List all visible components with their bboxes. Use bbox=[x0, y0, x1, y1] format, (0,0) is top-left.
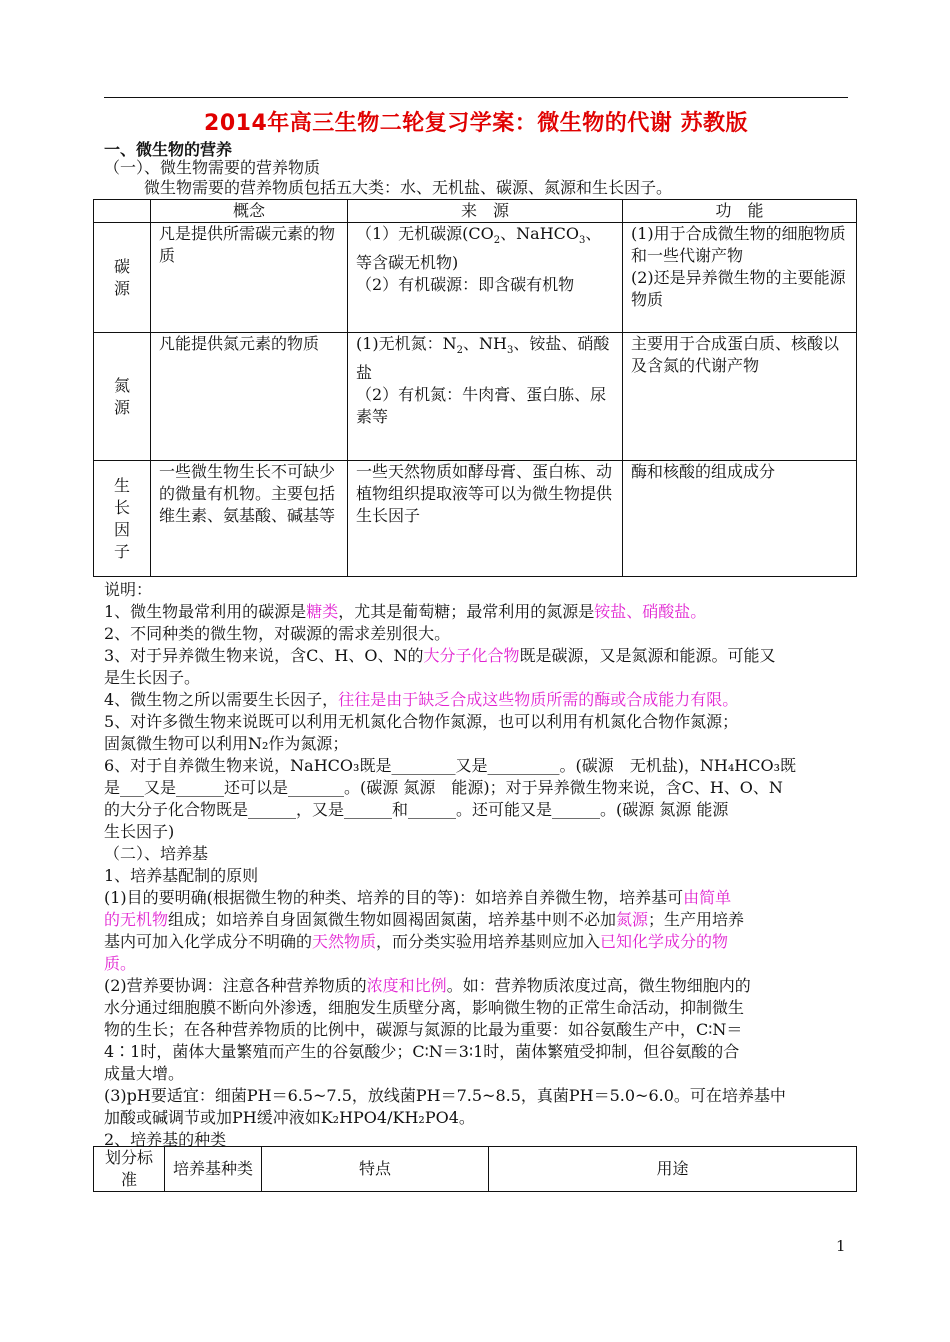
concept-cell: 凡能提供氮元素的物质 bbox=[151, 333, 348, 461]
table-header-function: 功 能 bbox=[623, 200, 857, 223]
table-row-carbon bbox=[94, 223, 857, 333]
source-cell: (1)无机氮：$N_2$、$NH_3$、铵盐、硝酸盐 （2）有机氮：牛肉膏、蛋白胨、尿素等 bbox=[348, 333, 623, 461]
nutrients-table bbox=[93, 199, 857, 577]
function-cell: 主要用于合成蛋白质、核酸以及含氮的代谢产物 bbox=[623, 333, 857, 461]
principle-2-line-1: (2)营养要协调：注意各种营养物质的浓度和比例。如：营养物质浓度过高，微生物细胞内的 bbox=[104, 976, 751, 995]
principle-2-line-2: 水分通过细胞膜不断向外渗透，细胞发生质壁分离，影响微生物的正常生命活动，抑制微生 bbox=[104, 998, 745, 1017]
table-header-criterion: 划分标准 bbox=[94, 1147, 165, 1192]
function-cell: 酶和核酸的组成成分 bbox=[623, 461, 857, 577]
table-header-uses: 用途 bbox=[489, 1147, 857, 1192]
principle-1-line-3: 基内可加入化学成分不明确的天然物质，而分类实验用培养基则应加入已知化学成分的物 bbox=[104, 932, 729, 951]
table-header-features: 特点 bbox=[262, 1147, 489, 1192]
subheading-2: （二）、培养基 bbox=[104, 844, 209, 863]
note-4: 4、微生物之所以需要生长因子，往往是由于缺乏合成这些物质所需的酶或合成能力有限。 bbox=[104, 690, 739, 709]
section-heading: 一、微生物的营养 bbox=[104, 140, 233, 159]
page-number: 1 bbox=[836, 1237, 846, 1255]
principle-2-line-4: 4∶1时，菌体大量繁殖而产生的谷氨酸少；C∶N＝3∶1时，菌体繁殖受抑制，但谷氨酸的合 bbox=[104, 1042, 740, 1061]
principle-2-line-3: 物的生长；在各种营养物质的比例中，碳源与氮源的比最为重要：如谷氨酸生产中，C∶N＝ bbox=[104, 1020, 743, 1039]
subheading-1: （一）、微生物需要的营养物质 bbox=[104, 158, 321, 177]
row-label: 碳 源 bbox=[94, 223, 151, 333]
media-types-table bbox=[93, 1146, 857, 1192]
note-6-line-2: 是___又是______还可以是_______。(碳源 氮源 能源)；对于异养微生物来说，含C、H、O、N bbox=[104, 778, 783, 797]
table-header-blank bbox=[94, 200, 151, 223]
note-5-cont: 固氮微生物可以利用N₂作为氮源； bbox=[104, 734, 349, 753]
row-label: 氮 源 bbox=[94, 333, 151, 461]
note-2: 2、不同种类的微生物，对碳源的需求差别很大。 bbox=[104, 624, 451, 643]
table-row-nitrogen bbox=[94, 333, 857, 461]
table-header-concept: 概念 bbox=[151, 200, 348, 223]
note-6-line-3: 的大分子化合物既是______，又是______和______。还可能又是______。(碳源 氮源 能源 bbox=[104, 800, 729, 819]
row-label: 生 长 因 子 bbox=[94, 461, 151, 577]
table-header-medium-type: 培养基种类 bbox=[165, 1147, 262, 1192]
principle-3-line-2: 加酸或碱调节或加PH缓冲液如K₂HPO4/KH₂PO4。 bbox=[104, 1108, 475, 1127]
source-cell: 一些天然物质如酵母膏、蛋白栋、动植物组织提取液等可以为微生物提供生长因子 bbox=[348, 461, 623, 577]
note-3: 3、对于异养微生物来说，含C、H、O、N的大分子化合物既是碳源，又是氮源和能源。可能又 bbox=[104, 646, 776, 665]
principle-1-line-1: (1)目的要明确(根据微生物的种类、培养的目的等)：如培养自养微生物，培养基可由简单 bbox=[104, 888, 732, 907]
note-5: 5、对许多微生物来说既可以利用无机氮化合物作氮源，也可以利用有机氮化合物作氮源； bbox=[104, 712, 739, 731]
header-rule bbox=[104, 97, 848, 98]
note-6-line-1: 6、对于自养微生物来说，NaHCO₃既是________又是_________。(碳源 无机盐)，NH₄HCO₃既 bbox=[104, 756, 797, 775]
function-cell: (1)用于合成微生物的细胞物质和一些代谢产物 (2)还是异养微生物的主要能源物质 bbox=[623, 223, 857, 333]
media-types-heading: 2、培养基的种类 bbox=[104, 1130, 227, 1149]
notes-label: 说明： bbox=[104, 580, 153, 599]
intro-text: 微生物需要的营养物质包括五大类：水、无机盐、碳源、氮源和生长因子。 bbox=[144, 178, 673, 197]
principle-1-line-4: 质。 bbox=[104, 954, 137, 973]
principles-heading: 1、培养基配制的原则 bbox=[104, 866, 259, 885]
note-6-line-4: 生长因子) bbox=[104, 822, 175, 841]
table-row-growth-factor bbox=[94, 461, 857, 577]
principle-2-line-5: 成量大增。 bbox=[104, 1064, 185, 1083]
principle-3-line-1: (3)pH要适宜：细菌PH＝6.5~7.5，放线菌PH＝7.5~8.5，真菌PH＝5.0~6.0。可在培养基中 bbox=[104, 1086, 786, 1105]
table-header-source: 来 源 bbox=[348, 200, 623, 223]
concept-cell: 一些微生物生长不可缺少的微量有机物。主要包括维生素、氨基酸、碱基等 bbox=[151, 461, 348, 577]
concept-cell: 凡是提供所需碳元素的物质 bbox=[151, 223, 348, 333]
source-cell: （1）无机碳源($CO_2$、NaHCO$_3$、等含碳无机物) （2）有机碳源：即含碳有机物 bbox=[348, 223, 623, 333]
note-1: 1、微生物最常利用的碳源是糖类，尤其是葡萄糖；最常利用的氮源是铵盐、硝酸盐。 bbox=[104, 602, 707, 621]
principle-1-line-2: 的无机物组成；如培养自身固氮微生物如圆褐固氮菌，培养基中则不必加氮源；生产用培养 bbox=[104, 910, 745, 929]
note-3-cont: 是生长因子。 bbox=[104, 668, 201, 687]
page-title: 2014年高三生物二轮复习学案：微生物的代谢 苏教版 bbox=[204, 111, 748, 136]
